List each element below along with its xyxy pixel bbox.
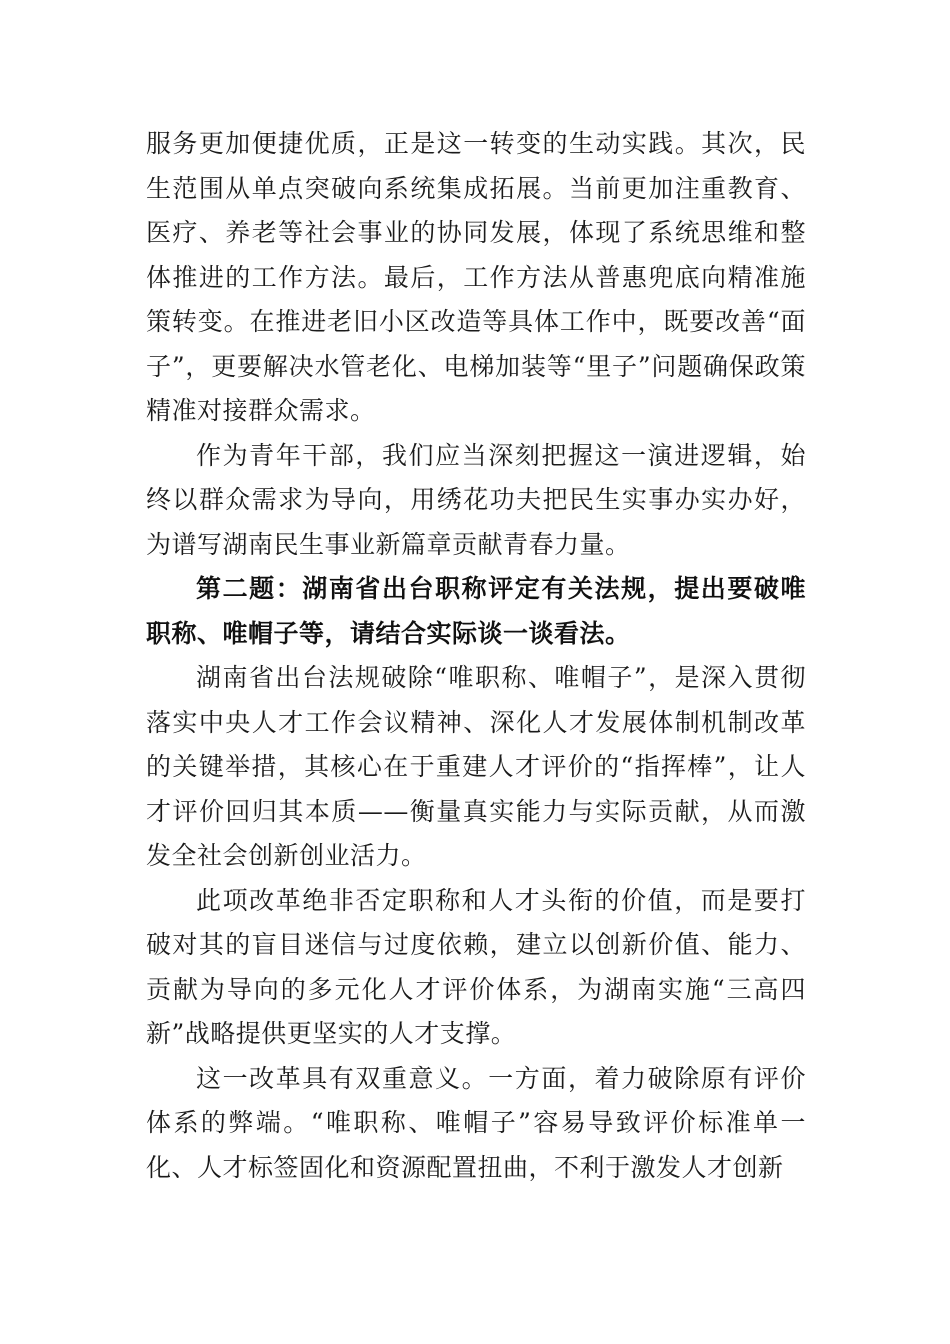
answer-paragraph-1: 湖南省出台法规破除“唯职称、唯帽子”，是深入贯彻落实中央人才工作会议精神、深化人才发展体制机制改革的关键举措，其核心在于重建人才评价的“指挥棒”，让人才评价回归其本质——衡量真实能力与实际贡献，从而激发全社会创新创业活力。: [146, 663, 806, 870]
document-body: [146, 122, 806, 1190]
question-two-heading: 第二题：湖南省出台职称评定有关法规，提出要破唯职称、唯帽子等，请结合实际谈一谈看法。: [146, 574, 806, 648]
paragraph-continued: 服务更加便捷优质，正是这一转变的生动实践。其次，民生范围从单点突破向系统集成拓展。当前更加注重教育、医疗、养老等社会事业的协同发展，体现了系统思维和整体推进的工作方法。最后，工作方法从普惠兜底向精准施策转变。在推进老旧小区改造等具体工作中，既要改善“面子”，更要解决水管老化、电梯加装等“里子”问题确保政策精准对接群众需求。: [146, 129, 806, 425]
answer-paragraph-2: 此项改革绝非否定职称和人才头衔的价值，而是要打破对其的盲目迷信与过度依赖，建立以创新价值、能力、贡献为导向的多元化人才评价体系，为湖南实施“三高四新”战略提供更坚实的人才支撑。: [146, 885, 806, 1048]
answer-paragraph-3: 这一改革具有双重意义。一方面，着力破除原有评价体系的弊端。“唯职称、唯帽子”容易导致评价标准单一化、人才标签固化和资源配置扭曲，不利于激发人才创新: [146, 1063, 806, 1182]
paragraph-youth-cadre: 作为青年干部，我们应当深刻把握这一演进逻辑，始终以群众需求为导向，用绣花功夫把民生实事办实办好，为谱写湖南民生事业新篇章贡献青春力量。: [146, 440, 806, 559]
